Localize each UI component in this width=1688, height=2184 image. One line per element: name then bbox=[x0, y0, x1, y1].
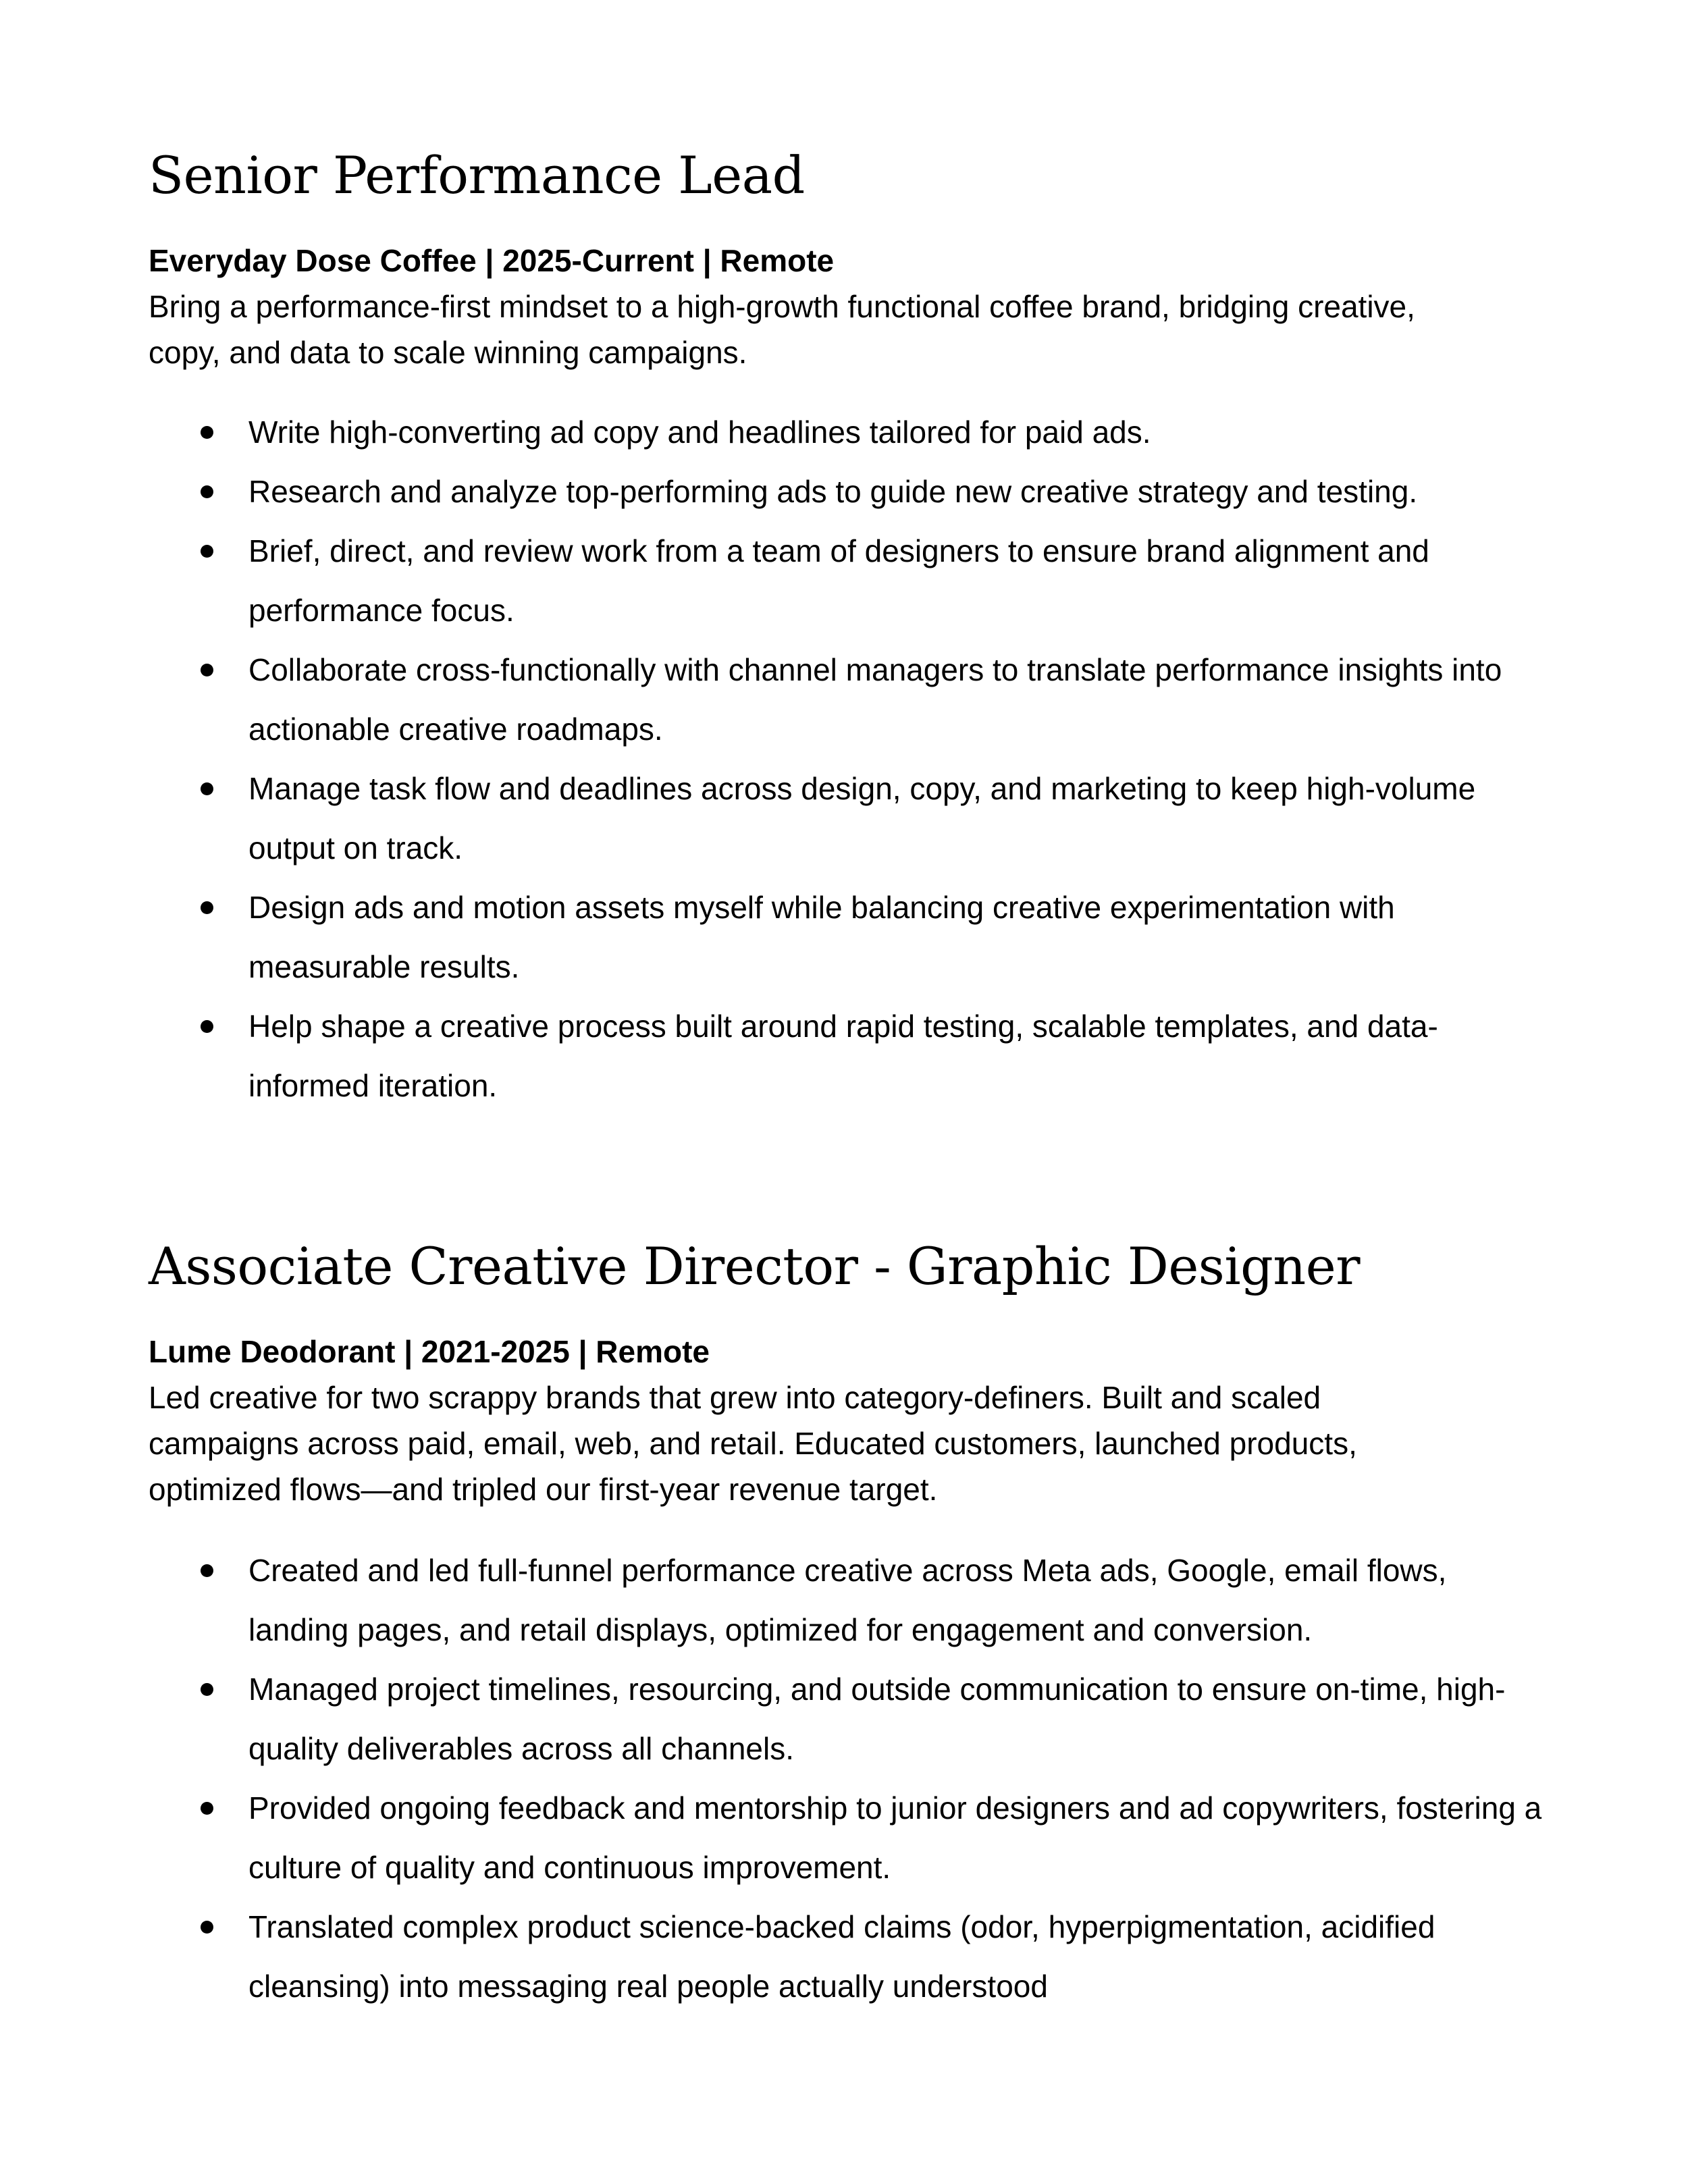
bullet-text: Managed project timelines, resourcing, and outside communication to ensure on-time, high-quality deliverables across all channels. bbox=[248, 1672, 1506, 1766]
bullet-item bbox=[149, 996, 1553, 1115]
bullet-text: Design ads and motion assets myself while balancing creative experimentation with measurable results. bbox=[248, 890, 1395, 984]
bullet-dot-icon bbox=[201, 426, 213, 439]
bullet-text: Write high-converting ad copy and headlines tailored for paid ads. bbox=[248, 415, 1151, 450]
bullet-text: Created and led full-funnel performance creative across Meta ads, Google, email flows, landing pages, and retail displays, optimized for engagement and conversion. bbox=[248, 1553, 1447, 1647]
bullet-item bbox=[149, 759, 1553, 878]
job-meta: Lume Deodorant | 2021-2025 | Remote bbox=[149, 1334, 710, 1369]
bullet-item bbox=[149, 402, 1553, 462]
bullet-item bbox=[149, 521, 1553, 640]
bullet-dot-icon bbox=[201, 1020, 213, 1033]
bullet-text: Research and analyze top-performing ads to guide new creative strategy and testing. bbox=[248, 474, 1418, 509]
bullet-text: Translated complex product science-backed claims (odor, hyperpigmentation, acidified cleansing) into messaging real people actually understood bbox=[248, 1909, 1435, 2004]
bullet-text: Collaborate cross-functionally with channel managers to translate performance insights into actionable creative roadmaps. bbox=[248, 652, 1502, 747]
bullet-dot-icon bbox=[201, 901, 213, 914]
bullet-dot-icon bbox=[201, 1564, 213, 1577]
bullet-item bbox=[149, 878, 1553, 996]
bullet-item bbox=[149, 1541, 1553, 1659]
bullet-text: Manage task flow and deadlines across design, copy, and marketing to keep high-volume output on track. bbox=[248, 771, 1476, 865]
bullet-item bbox=[149, 1778, 1553, 1897]
bullet-item bbox=[149, 1659, 1553, 1778]
bullet-item bbox=[149, 1897, 1553, 2016]
bullet-dot-icon bbox=[201, 1683, 213, 1696]
bullet-dot-icon bbox=[201, 545, 213, 558]
job-bullet-list bbox=[149, 402, 1553, 1115]
bullet-dot-icon bbox=[201, 485, 213, 498]
bullet-dot-icon bbox=[201, 664, 213, 676]
job-bullet-list bbox=[149, 1541, 1553, 2016]
bullet-dot-icon bbox=[201, 1802, 213, 1815]
job-meta: Everyday Dose Coffee | 2025-Current | Remote bbox=[149, 243, 835, 278]
job-title: Senior Performance Lead bbox=[149, 145, 805, 205]
job-title: Associate Creative Director - Graphic Designer bbox=[149, 1236, 1361, 1296]
bullet-item bbox=[149, 640, 1553, 759]
job-summary: Led creative for two scrappy brands that grew into category-definers. Built and scaled campaigns across paid, email, web, and retail. Educated customers, launched products, optimized flows—and tripled our first-year revenue target. bbox=[149, 1380, 1357, 1507]
bullet-dot-icon bbox=[201, 1921, 213, 1934]
job-summary: Bring a performance-first mindset to a high-growth functional coffee brand, bridging creative, copy, and data to scale winning campaigns. bbox=[149, 289, 1415, 370]
bullet-text: Provided ongoing feedback and mentorship to junior designers and ad copywriters, fostering a culture of quality and continuous improvement. bbox=[248, 1790, 1542, 1885]
bullet-text: Help shape a creative process built around rapid testing, scalable templates, and data-informed iteration. bbox=[248, 1009, 1438, 1103]
bullet-text: Brief, direct, and review work from a team of designers to ensure brand alignment and performance focus. bbox=[248, 533, 1429, 628]
bullet-item bbox=[149, 462, 1553, 521]
bullet-dot-icon bbox=[201, 782, 213, 795]
